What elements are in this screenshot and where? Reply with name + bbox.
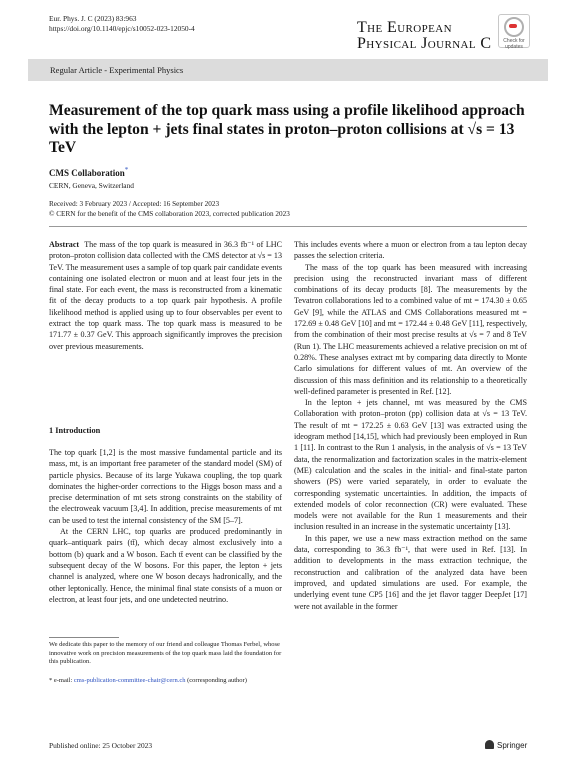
doi-link[interactable]: https://doi.org/10.1140/epjc/s10052-023-12050-4	[49, 24, 195, 33]
email-prefix: * e-mail:	[49, 677, 73, 684]
right-paragraph-3: In the lepton + jets channel, mt was measured by the CMS Collaboration with proton–proton (pp) collision data at √s = 13 TeV. The result of mt = 172.25 ± 0.63 GeV [13] was extracted using the ideogram method [14,15], which had previously been employed in Run 1 [11]. In contrast to the Run 1 analysis, in the analysis of √s = 13 TeV data, the renormalization and factorization scales in the matrix-element (ME) calculation and the scales in the initial- and final-state parton showers (PS) were varied separately, in order to evaluate the corresponding systematic uncertainties. In addition, the impacts of extended models of color reconnection (CR) were evaluated. These models were not available for the Run 1 measurements and their inclusion resulted in an increase in the systematic uncertainty [13].	[294, 398, 527, 532]
right-paragraph-1: This includes events where a muon or electron from a tau lepton decay passes the selection criteria.	[294, 240, 527, 261]
journal-reference	[49, 14, 195, 34]
right-column	[294, 239, 527, 612]
right-paragraph-2: The mass of the top quark has been measured with increasing precision using the reconstructed invariant mass of different combinations of its decay products [8]. The measurements by the Tevatron collaborations led to a combined value of mt = 174.30 ± 0.65 GeV [9], while the ATLAS and CMS Collaborations measured mt = 172.69 ± 0.48 GeV [10] and mt = 172.44 ± 0.48 GeV [11], respectively, from the combination of their most precise results at √s = 7 and 8 TeV (Run 1). The LHC measurements achieved a relative precision on mt of 0.28%. These analyses extract mt by comparing data directly to Monte Carlo simulations for different values of mt. An overview of the discussion of this mass definition and its relationship to a theoretically well-defined parameter is presented in Ref. [12].	[294, 262, 527, 396]
intro-paragraph-2: At the CERN LHC, top quarks are produced predominantly in quark–antiquark pairs (tt̄), which decay almost exclusively into a bottom (b) quark and a W boson. Each tt̄ event can be classified by the subsequent decay of the W bosons. For this paper, the lepton + jets channel is analyzed, where one W boson decays hadronically, and the other leptonically. Hence, the minimal final state consists of a muon or electron, at least four jets, and one undetected neutrino.	[49, 527, 282, 604]
author-mark[interactable]: *	[124, 166, 129, 174]
springer-horse-icon	[485, 740, 494, 749]
right-paragraph-4: In this paper, we use a new mass extraction method on the same data, corresponding to 36.3 fb⁻¹, that were used in Ref. [13]. In addition to developments in the mass extraction technique, the reconstruction and calibration of the analyzed data have been improved, and updated simulations are used. For example, the underlying event tune CP5 [16] and the jet flavor tagger DeepJet [17] were not available in the former	[294, 533, 527, 611]
abstract-paragraph	[49, 239, 282, 352]
intro-paragraph-1: The top quark [1,2] is the most massive fundamental particle and its mass, mt, is an important free parameter of the standard model (SM) of particle physics. Because of its large Yukawa coupling, the top quark dominates the higher-order corrections to the Higgs boson mass and a precise determination of mt sets strong constraints on the stability of the electroweak vacuum [3,4]. In addition, precise measurements of mt can be used to test the internal consistency of the SM [5–7].	[49, 448, 282, 525]
introduction-text	[49, 447, 282, 605]
dedication-footnote: We dedicate this paper to the memory of our friend and colleague Thomas Ferbel, whose innovative work on precision measurements of the top quark mass laid the foundation for this publication.	[49, 641, 282, 666]
footnote-divider	[49, 637, 119, 638]
published-date: Published online: 25 October 2023	[49, 741, 153, 750]
section-heading-introduction: 1 Introduction	[49, 426, 101, 435]
publisher-logo	[485, 740, 527, 750]
journal-logo-line2: Physical Journal C	[357, 35, 492, 52]
author-name: CMS Collaboration	[49, 168, 125, 178]
email-link[interactable]: cms-publication-committee-chair@cern.ch	[73, 677, 186, 684]
author-line	[49, 166, 128, 178]
abstract-heading: Abstract	[49, 240, 80, 249]
journal-citation: Eur. Phys. J. C (2023) 83:963	[49, 14, 137, 23]
received-accepted-dates: Received: 3 February 2023 / Accepted: 16 September 2023	[49, 200, 220, 208]
publisher-name: Springer	[497, 741, 528, 750]
check-for-updates-badge[interactable]	[498, 14, 530, 48]
affiliation: CERN, Geneva, Switzerland	[49, 181, 134, 190]
check-for-updates-label: Check for updates	[503, 38, 525, 50]
email-footnote	[49, 677, 282, 686]
article-type-label: Regular Article - Experimental Physics	[50, 65, 184, 75]
journal-logo	[357, 20, 492, 52]
update-badge-icon	[504, 17, 524, 37]
email-suffix: (corresponding author)	[187, 677, 247, 684]
copyright-line: © CERN for the benefit of the CMS collaboration 2023, corrected publication 2023	[49, 210, 290, 218]
header-divider	[49, 226, 527, 227]
dates-block	[49, 199, 290, 219]
paper-title: Measurement of the top quark mass using a profile likelihood approach with the lepton + jets final states in proton–proton collisions at √s = 13 TeV	[49, 102, 525, 156]
article-type-banner	[28, 59, 548, 81]
left-column	[49, 239, 282, 352]
journal-logo-line1: The European	[357, 19, 452, 36]
abstract-text: The mass of the top quark is measured in 36.3 fb⁻¹ of LHC proton–proton collision data collected with the CMS detector at √s = 13 TeV. The measurement uses a sample of top quark pair candidate events containing one isolated electron or muon and at least four jets in the final state. For each event, the mass is reconstructed from a kinematic fit of the decay products to a top quark pair hypothesis. A profile likelihood method is applied using up to four observables per event to extract the top quark mass. The top quark mass is measured to be 171.77 ± 0.37 GeV. This approach significantly improves the precision over previous measurements.	[49, 240, 283, 351]
